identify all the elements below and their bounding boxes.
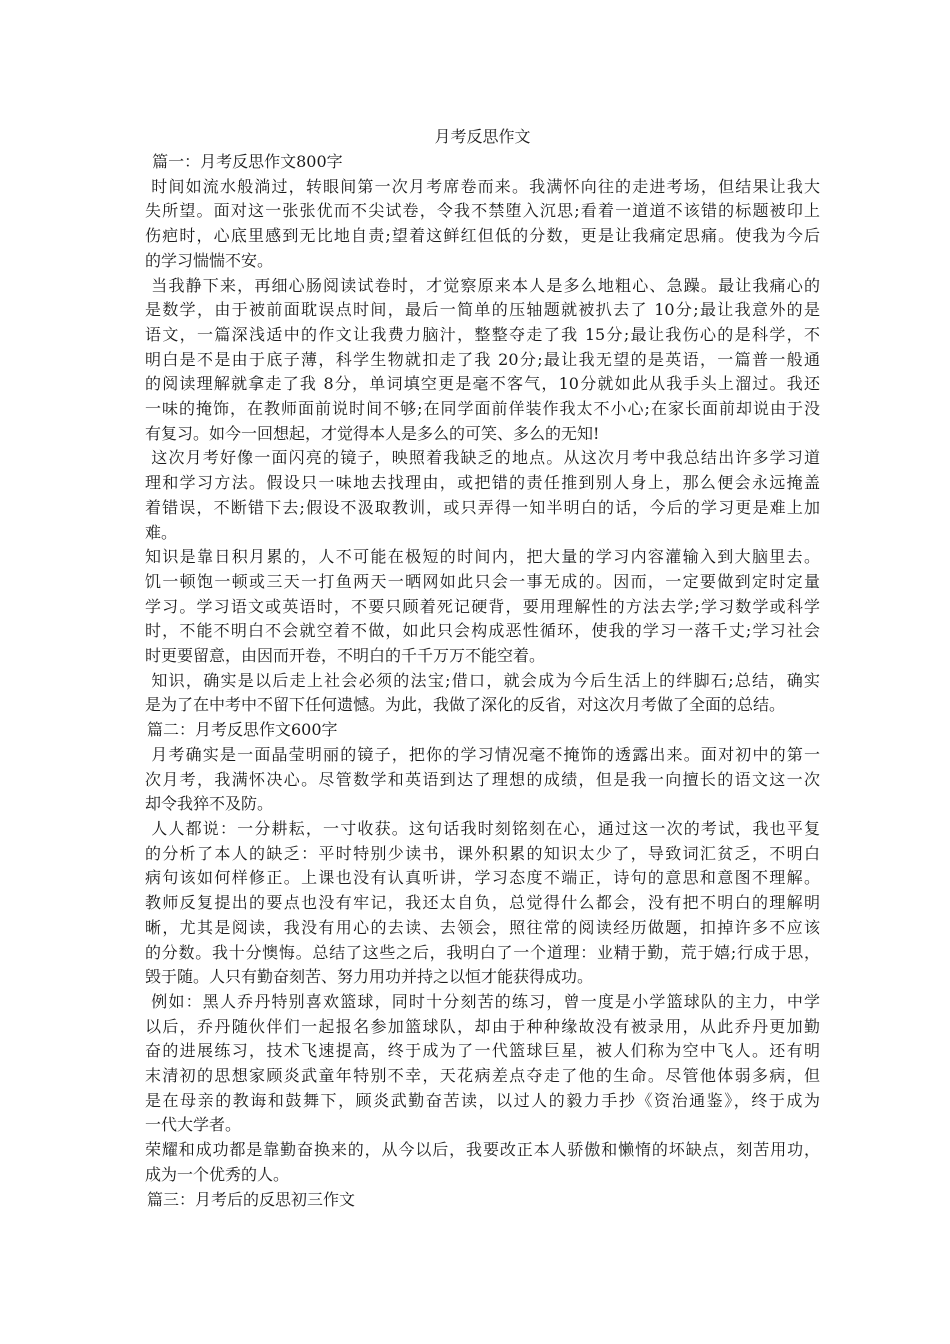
paragraph-line: 是为了在中考中不留下任何遗憾。为此，我做了深化的反省，对这次月考做了全面的总结。 <box>145 695 786 715</box>
paragraph-line: 时更要留意，由因而开卷，不明白的千千万万不能空着。 <box>145 646 546 666</box>
paragraph-line: 人人都说：一分耕耘，一寸收获。这句话我时刻铭刻在心，通过这一次的考试，我也平复 <box>145 818 820 838</box>
paragraph-line: 却令我猝不及防。 <box>145 794 274 814</box>
paragraph-line: 成为一个优秀的人。 <box>145 1164 290 1184</box>
paragraph <box>145 545 820 669</box>
section-heading: 篇三：月考后的反思初三作文 <box>147 1189 356 1209</box>
paragraph-line: 语文，一篇深浅适中的作文让我费力脑汁，整整夺走了我 15分;最让我伤心的是科学，不 <box>145 324 820 344</box>
paragraph-line: 奋的进展练习，技术飞速提高，终于成为了一代篮球巨星，被人们称为空中飞人。还有明 <box>145 1041 820 1061</box>
paragraph-line: 当我静下来，再细心肠阅读试卷时，才觉察原来本人是多么地粗心、急躁。最让我痛心的 <box>145 275 820 295</box>
paragraph-line: 的分析了本人的缺乏：平时特别少读书，课外积累的知识太少了，导致词汇贫乏，不明白 <box>145 843 820 863</box>
paragraph <box>145 817 820 990</box>
paragraph-line: 末清初的思想家顾炎武童年特别不幸，天花病差点夺走了他的生命。尽管他体弱多病，但 <box>145 1066 820 1086</box>
paragraph-line: 教师反复提出的要点也没有牢记，我还太自负，总觉得什么都会，没有把不明白的理解明 <box>145 893 820 913</box>
paragraph-line: 一代大学者。 <box>145 1115 242 1135</box>
paragraph-line: 这次月考好像一面闪亮的镜子，映照着我缺乏的地点。从这次月考中我总结出许多学习道 <box>145 448 820 468</box>
section-heading: 篇一：月考反思作文800字 <box>147 152 343 171</box>
paragraph-line: 着错误，不断错下去;假设不汲取教训，或只弄得一知半明白的话，今后的学习更是难上加 <box>145 497 820 517</box>
paragraph-line: 明白是不是由于底子薄，科学生物就扣走了我 20分;最让我无望的是英语，一篇普一般通 <box>145 349 820 369</box>
paragraph-line: 病句该如何样修正。上课也没有认真听讲，学习态度不端正，诗句的意思和意图不理解。 <box>145 868 820 888</box>
paragraph-line: 是数学，由于被前面耽误点时间，最后一简单的压轴题就被扒去了 10分;最让我意外的是 <box>145 300 820 320</box>
paragraph <box>145 743 820 817</box>
paragraph-line: 学习。学习语文或英语时，不要只顾着死记硬背，要用理解性的方法去学;学习数学或科学 <box>145 596 820 616</box>
document-page <box>145 124 820 1212</box>
paragraph <box>145 669 820 718</box>
paragraph-line: 次月考，我满怀决心。尽管数学和英语到达了理想的成绩，但是我一向擅长的语文这一次 <box>145 769 820 789</box>
paragraph-line: 知识是靠日积月累的，人不可能在极短的时间内，把大量的学习内容灌输入到大脑里去。 <box>145 547 820 567</box>
paragraph-line: 理和学习方法。假设只一味地去找理由，或把错的责任推到别人身上，那么便会永远掩盖 <box>145 473 820 493</box>
paragraph <box>145 990 820 1138</box>
document-title: 月考反思作文 <box>434 127 531 146</box>
paragraph-line: 是在母亲的教诲和鼓舞下，顾炎武勤奋苦读，以过人的毅力手抄《资治通鉴》，终于成为 <box>145 1090 820 1110</box>
document-body <box>145 150 820 1212</box>
paragraph-line: 难。 <box>145 522 178 542</box>
paragraph-line: 例如：黑人乔丹特别喜欢篮球，同时十分刻苦的练习，曾一度是小学篮球队的主力，中学 <box>145 991 820 1011</box>
section-heading: 篇二：月考反思作文600字 <box>147 720 338 740</box>
paragraph-line: 失所望。面对这一张张优而不尖试卷，令我不禁堕入沉思;看着一道道不该错的标题被印上 <box>145 201 820 221</box>
paragraph-line: 的学习惴惴不安。 <box>145 250 274 270</box>
paragraph-line: 时，不能不明白不会就空着不做，如此只会构成恶性循环，使我的学习一落千丈;学习社会 <box>145 621 820 641</box>
paragraph <box>145 1138 820 1187</box>
paragraph-line: 时间如流水般淌过，转眼间第一次月考席卷而来。我满怀向往的走进考场，但结果让我大 <box>145 176 820 196</box>
paragraph <box>145 175 820 274</box>
paragraph-line: 以后，乔丹随伙伴们一起报名参加篮球队，却由于种种缘故没有被录用，从此乔丹更加勤 <box>145 1016 820 1036</box>
paragraph-line: 伤疤时，心底里感到无比地自责;望着这鲜红但低的分数，更是让我痛定思痛。使我为今后 <box>145 226 820 246</box>
paragraph-line: 荣耀和成功都是靠勤奋换来的，从今以后，我要改正本人骄傲和懒惰的坏缺点，刻苦用功， <box>145 1140 820 1160</box>
paragraph <box>145 446 820 545</box>
paragraph-line: 有复习。如今一回想起，才觉得本人是多么的可笑、多么的无知! <box>145 423 600 443</box>
paragraph-line: 晰，尤其是阅读，我没有用心的去读、去领会，照往常的阅读经历做题，扣掉许多不应该 <box>145 917 820 937</box>
paragraph-line: 一味的掩饰，在教师面前说时间不够;在同学面前佯装作我太不小心;在家长面前却说由于没 <box>145 399 820 419</box>
paragraph <box>145 274 820 447</box>
paragraph-line: 的阅读理解就拿走了我 8分，单词填空更是毫不客气，10分就如此从我手头上溜过。我还 <box>145 374 820 394</box>
paragraph-line: 知识，确实是以后走上社会必须的法宝;借口，就会成为今后生活上的绊脚石;总结，确实 <box>145 670 820 690</box>
paragraph-line: 月考确实是一面晶莹明丽的镜子，把你的学习情况毫不掩饰的透露出来。面对初中的第一 <box>145 744 820 764</box>
paragraph-line: 的分数。我十分懊悔。总结了这些之后，我明白了一个道理：业精于勤，荒于嬉;行成于思， <box>145 942 820 962</box>
paragraph-line: 毁于随。人只有勤奋刻苦、努力用功并持之以恒才能获得成功。 <box>145 967 594 987</box>
paragraph-line: 饥一顿饱一顿或三天一打鱼两天一晒网如此只会一事无成的。因而，一定要做到定时定量 <box>145 571 820 591</box>
